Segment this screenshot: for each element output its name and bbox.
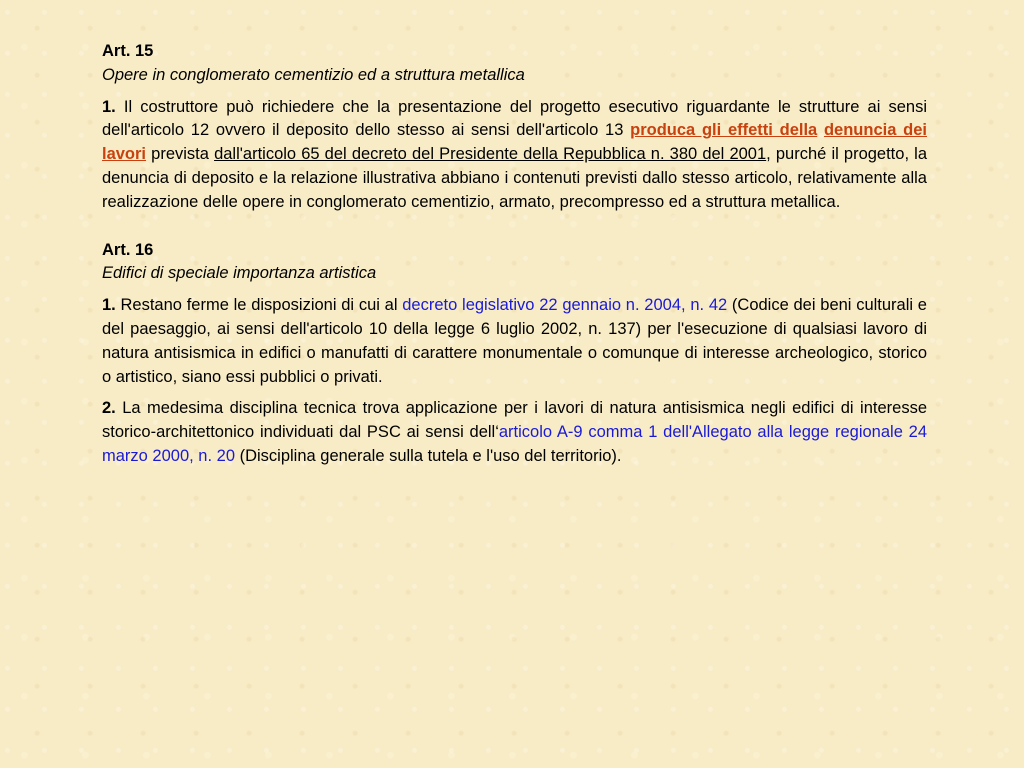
paragraph-text: (Disciplina generale sulla tutela e l'uso del territorio). bbox=[235, 446, 622, 465]
article-16-title: Art. 16 bbox=[102, 240, 154, 259]
link-articolo-65-dpr[interactable]: dall'articolo 65 del decreto del Presidente della Repubblica n. 380 del 2001 bbox=[214, 145, 767, 164]
article-16-paragraph-1 bbox=[102, 294, 927, 389]
paragraph-text: La medesima disciplina tecnica trova applicazione per i lavori di natura antisismica negli edifici di interesse storico-architettonico individuati dal PSC ai sensi dell‘ bbox=[102, 399, 927, 442]
article-16 bbox=[102, 239, 927, 469]
paragraph-number: 1. bbox=[102, 296, 116, 315]
article-16-subtitle: Edifici di speciale importanza artistica bbox=[102, 264, 377, 283]
article-15-title: Art. 15 bbox=[102, 42, 154, 60]
link-articolo-a9-legge-regionale[interactable]: articolo A-9 comma 1 dell'Allegato alla legge regionale 24 marzo 2000, n. 20 bbox=[102, 423, 927, 465]
article-15-subtitle: Opere in conglomerato cementizio ed a struttura metallica bbox=[102, 65, 525, 84]
paragraph-text bbox=[817, 121, 824, 139]
document-body bbox=[102, 40, 927, 469]
paragraph-text: Restano ferme le disposizioni di cui al bbox=[115, 296, 403, 315]
link-denuncia-lavori[interactable]: denuncia dei lavori bbox=[102, 121, 927, 164]
link-produca-effetti[interactable]: produca gli effetti della bbox=[630, 121, 818, 140]
article-16-paragraph-2 bbox=[102, 397, 927, 468]
article-15 bbox=[102, 40, 927, 215]
paragraph-text: Il costruttore può richiedere che la presentazione del progetto esecutivo riguardante le strutture ai sensi dell'articolo 12 ovvero il deposito dello stesso ai sensi dell'articolo 13 bbox=[102, 97, 927, 140]
article-15-paragraph-1 bbox=[102, 96, 927, 215]
paragraph-text: prevista bbox=[146, 145, 215, 164]
article-spacer bbox=[102, 215, 927, 239]
paragraph-text: , purché il progetto, la denuncia di deposito e la relazione illustrativa abbiano i contenuti previsti dallo stesso articolo, relativamente alla realizzazione delle opere in conglomerato cementizio, armato, precompresso ed a struttura metallica. bbox=[102, 145, 927, 211]
paragraph-number: 1. bbox=[102, 97, 116, 116]
paragraph-text: (Codice dei beni culturali e del paesaggio, ai sensi dell'articolo 10 della legge 6 luglio 2002, n. 137) per l'esecuzione di qualsiasi lavoro di natura antisismica in edifici o manufatti di carattere monumentale o comunque di interesse archeologico, storico o artistico, siano essi pubblici o privati. bbox=[102, 296, 927, 386]
link-decreto-legislativo-42[interactable]: decreto legislativo 22 gennaio n. 2004, n. 42 bbox=[402, 296, 728, 315]
paragraph-number: 2. bbox=[102, 399, 116, 418]
